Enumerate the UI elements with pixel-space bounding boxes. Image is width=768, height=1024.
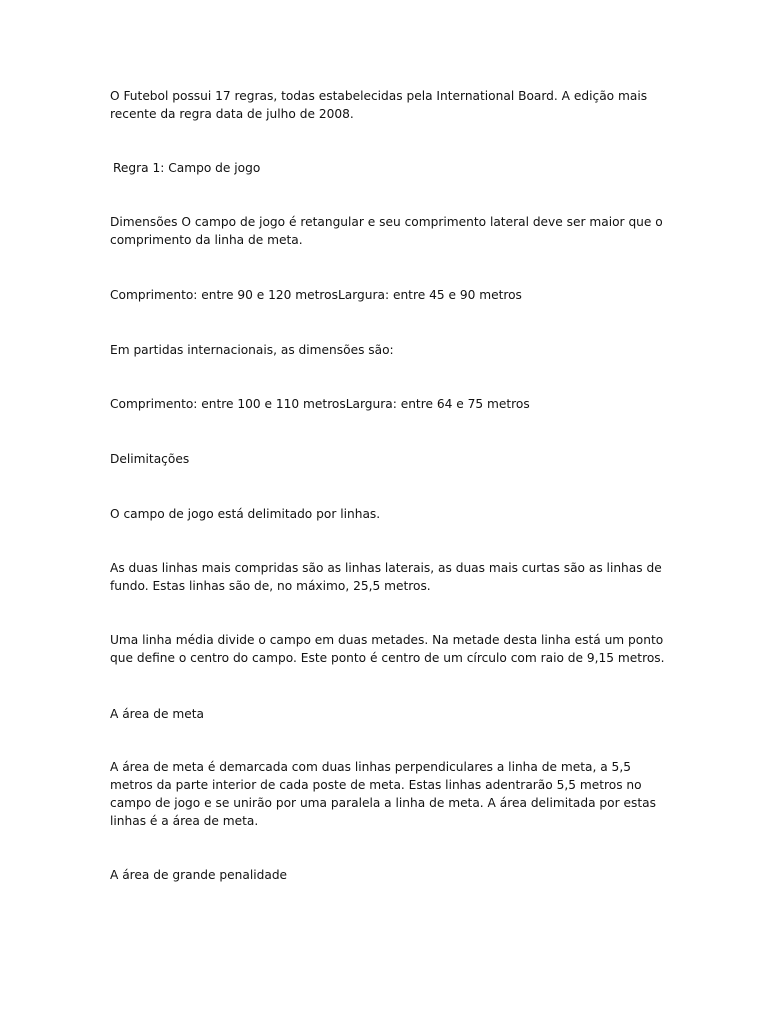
rule-1-heading: Regra 1: Campo de jogo	[113, 161, 261, 175]
international-values: Comprimento: entre 100 e 110 metrosLargura: entre 64 e 75 metros	[110, 397, 530, 411]
intro-paragraph: O Futebol possui 17 regras, todas estabelecidas pela International Board. A edição mais recente da regra data de julho de 2008.	[110, 89, 648, 121]
penalty-area-heading: A área de grande penalidade	[110, 868, 288, 882]
lines-paragraph: O campo de jogo está delimitado por linhas.	[110, 507, 381, 521]
side-lines-paragraph: As duas linhas mais compridas são as linhas laterais, as duas mais curtas são as linhas de fundo. Estas linhas são de, no máximo, 25,5 metros.	[110, 561, 662, 593]
goal-area-paragraph: A área de meta é demarcada com duas linhas perpendiculares a linha de meta, a 5,5 metros da parte interior de cada poste de meta. Estas linhas adentrarão 5,5 metros no campo de jogo e se unirão por uma paralela a linha de meta. A área delimitada por estas linhas é a área de meta.	[110, 760, 656, 828]
goal-area-heading: A área de meta	[110, 707, 204, 721]
international-paragraph: Em partidas internacionais, as dimensões são:	[110, 343, 394, 357]
dimensions-values: Comprimento: entre 90 e 120 metrosLargura: entre 45 e 90 metros	[110, 288, 522, 302]
halfway-line-paragraph: Uma linha média divide o campo em duas metades. Na metade desta linha está um ponto que define o centro do campo. Este ponto é centro de um círculo com raio de 9,15 metros.	[110, 633, 665, 665]
dimensions-paragraph: Dimensões O campo de jogo é retangular e seu comprimento lateral deve ser maior que o comprimento da linha de meta.	[110, 215, 663, 247]
delimitations-heading: Delimitações	[110, 452, 190, 466]
